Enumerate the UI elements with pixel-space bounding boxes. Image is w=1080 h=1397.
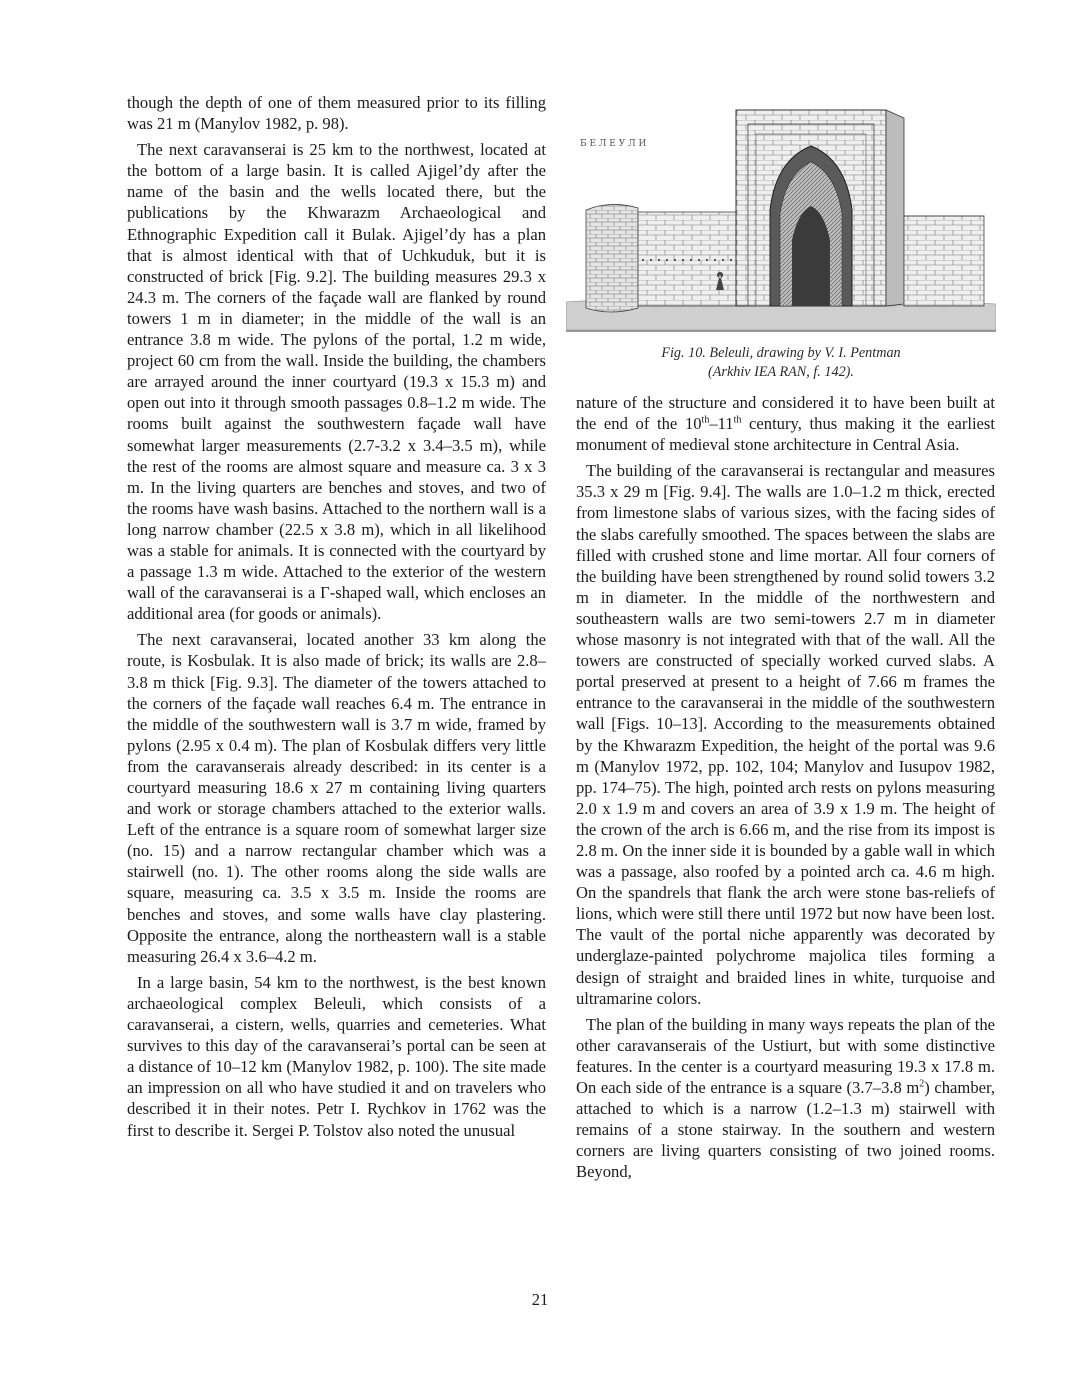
- caption-line: Fig. 10. Beleuli, drawing by V. I. Pentman: [661, 345, 901, 361]
- superscript: th: [733, 414, 742, 426]
- text-run: –11: [709, 414, 734, 434]
- portal-drawing-illustration: [566, 90, 996, 340]
- caption-line: (Arkhiv IEA RAN, f. 142).: [708, 363, 854, 380]
- paragraph: The building of the caravanserai is rectangular and measures 35.3 x 29 m [Fig. 9.4]. The walls are 1.0–1.2 m thick, erected from limestone slabs of various sizes, with the facing sides of the slabs carefully smoothed. The spaces between the slabs are filled with crushed stone and lime mortar. All four corners of the building have been strengthened by round solid towers 3.2 m in diameter. In the middle of the northwestern and southeastern walls are two semi-towers 2.7 m in diameter whose masonry is not integrated with that of the wall. All the towers are constructed of specially worked curved slabs. A portal preserved at present to a height of 7.66 m frames the entrance to the caravanserai in the middle of the southwestern wall [Figs. 10–13]. According to the measurements obtained by the Khwarazm Expedition, the height of the portal was 9.6 m (Manylov 1972, pp. 102, 104; Manylov and Iusupov 1982, pp. 174–75). The high, pointed arch rests on pylons measuring 2.0 x 1.9 m and covers an area of 3.9 x 1.9 m. The height of the crown of the arch is 6.66 m, and the rise from its impost is 2.8 m. On the inner side it is bounded by a gable wall in which was a passage, also roofed by a pointed arch ca. 4.6 m high. On the spandrels that flank the arch were stone bas-reliefs of lions, which were still there until 1972 but now have been lost. The vault of the portal niche apparently was decorated by underglaze-painted polychrome majolica tiles forming a design of straight and braided lines in white, turquoise and ultramarine colors.: [576, 461, 995, 1008]
- figure-beleuli-drawing: [566, 90, 996, 380]
- text-run: ) chamber, attached to which is a narrow (1.2–1.3 m) stairwell with remains of a stone stairway. In the southern and western corners are living quarters consisting of two joined rooms. Beyond,: [576, 1078, 995, 1182]
- paragraph: The next caravanserai is 25 km to the northwest, located at the bottom of a large basin. It is called Ajigel’dy after the name of the basin and the wells located there, but the publications by the Khwarazm Archaeological and Ethnographic Expedition call it Bulak. Ajigel’dy has a plan that is almost identical with that of Uchkuduk, but it is constructed of brick [Fig. 9.2]. The building measures 29.3 x 24.3 m. The corners of the façade wall are flanked by round towers 1 m in diameter; in the middle of the wall is an entrance 3.8 m wide. The pylons of the portal, 1.2 m wide, project 60 cm from the wall. Inside the building, the chambers are arrayed around the inner courtyard (19.3 x 15.3 m) and open out into it through smooth passages 0.8–1.2 m wide. The rooms built against the southwestern façade wall have somewhat larger measurements (2.7-3.2 x 3.4–3.5 m), while the rest of the rooms are almost square and measure ca. 3 x 3 m. In the living quarters are benches and stoves, and two of the rooms have wash basins. Attached to the northern wall is a long narrow chamber (22.5 x 3.8 m), which in all likelihood was a stable for animals. It is connected with the courtyard by a passage 1.3 m wide. Attached to the exterior of the western wall of the caravanserai is a Γ-shaped wall, which encloses an additional area (for goods or animals).: [127, 140, 546, 624]
- left-wall: [638, 212, 736, 306]
- paragraph: though the depth of one of them measured prior to its filling was 21 m (Manylov 1982, p. 98).: [127, 93, 546, 134]
- text-run: The plan of the building in many ways repeats the plan of the other caravanserais of the Ustiurt, but with some distinctive features. In the center is a courtyard measuring 19.3 x 17.8 m. On each side of the entrance is a square (3.7–3.8 m: [576, 1014, 995, 1097]
- right-wall: [904, 216, 984, 306]
- superscript: th: [701, 414, 710, 426]
- paragraph: The next caravanserai, located another 33 km along the route, is Kosbulak. It is also made of brick; its walls are 2.8–3.8 m thick [Fig. 9.3]. The diameter of the towers attached to the corners of the façade wall reaches 6.4 m. The entrance in the middle of the southwestern wall is 3.7 m wide, framed by pylons (2.95 x 0.4 m). The plan of Kosbulak differs very little from the caravanserais already described: in its center is a courtyard measuring 18.6 x 27 m containing living quarters and work or storage chambers attached to the exterior walls. Left of the entrance is a square room of somewhat larger size (no. 15) and a narrow rectangular chamber which was a stairwell (no. 1). The other rooms along the side walls are square, measuring ca. 3.5 x 3.5 m. Inside the rooms are benches and stoves, and some walls have clay plastering. Opposite the entrance, along the northeastern wall is a stable measuring 26.4 x 3.6–4.2 m.: [127, 630, 546, 966]
- paragraph: [576, 1014, 995, 1183]
- drawing-title-label: Б Е Л Е У Л И: [580, 139, 647, 149]
- text-run: century, thus making it the earliest monument of medieval stone architecture in Central Asia.: [576, 414, 995, 455]
- paragraph: In a large basin, 54 km to the northwest, is the best known archaeological complex Beleuli, which consists of a caravanserai, a cistern, wells, quarries and cemeteries. What survives to this day of the caravanserai’s portal can be seen at a distance of 10–12 km (Manylov 1982, p. 100). The site made an impression on all who have studied it and on travelers who described it in their notes. Petr I. Rychkov in 1762 was the first to describe it. Sergei P. Tolstov also noted the unusual: [127, 972, 546, 1140]
- paragraph: [576, 392, 995, 455]
- figure-caption: [566, 344, 996, 381]
- left-tower: [586, 204, 638, 312]
- portal-side: [886, 110, 904, 306]
- text-run: nature of the structure and considered it to have been built at the end of the 10: [576, 393, 995, 434]
- left-text-column: [127, 92, 546, 1146]
- right-text-column: [576, 392, 995, 1187]
- superscript: 2: [919, 1078, 925, 1090]
- page-number: 21: [531, 1290, 549, 1309]
